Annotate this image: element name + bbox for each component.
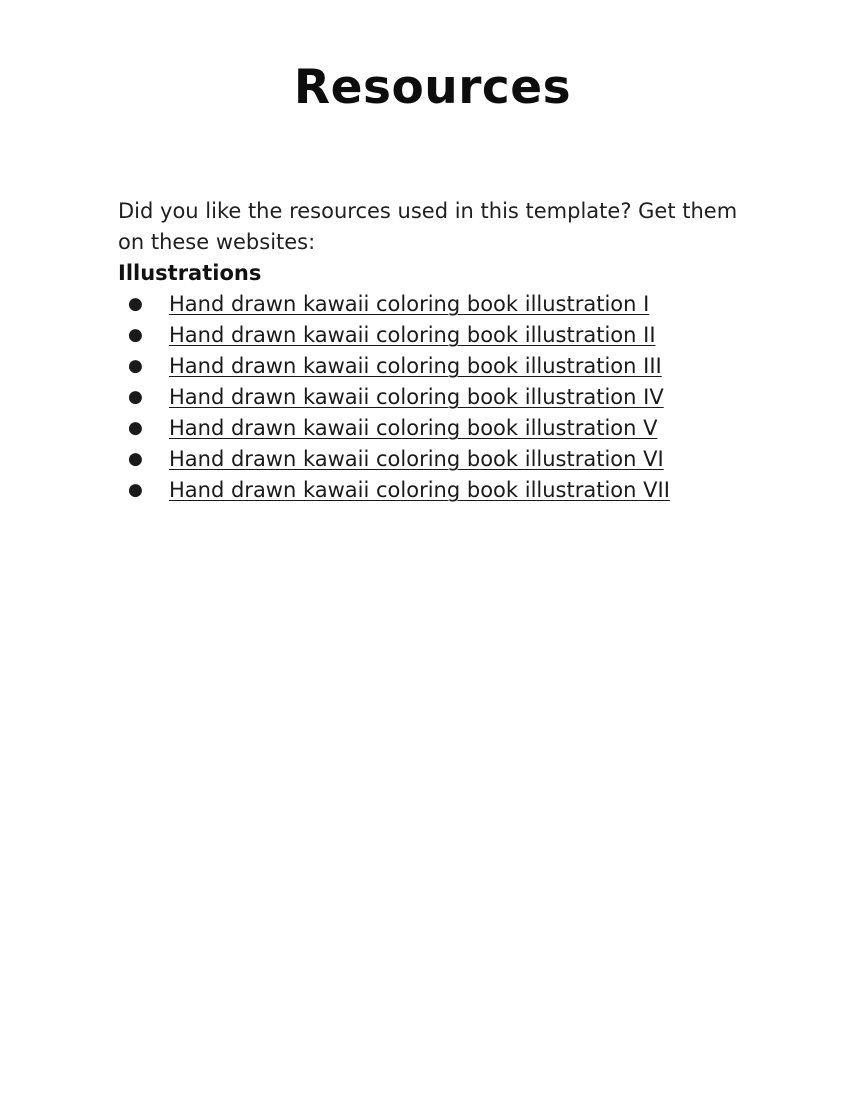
list-item [118, 413, 738, 444]
list-item [118, 475, 738, 506]
page-content [118, 196, 738, 506]
list-item [118, 382, 738, 413]
intro-paragraph: Did you like the resources used in this template? Get them on these websites: [118, 199, 738, 254]
resource-link[interactable]: Hand drawn kawaii coloring book illustration VI [169, 447, 664, 471]
resource-link[interactable]: Hand drawn kawaii coloring book illustration II [169, 323, 656, 347]
list-item [118, 444, 738, 475]
bullet-icon: ● [128, 480, 143, 500]
bullet-icon: ● [128, 294, 143, 314]
list-item [118, 320, 738, 351]
page-title: Resources [293, 60, 572, 115]
list-item [118, 289, 738, 320]
resource-link[interactable]: Hand drawn kawaii coloring book illustration I [169, 292, 650, 316]
list-item [118, 351, 738, 382]
bullet-icon: ● [128, 325, 143, 345]
illustration-links-list [118, 289, 738, 506]
bullet-icon: ● [128, 387, 143, 407]
bullet-icon: ● [128, 356, 143, 376]
section-heading-illustrations: Illustrations [118, 261, 262, 285]
resource-link[interactable]: Hand drawn kawaii coloring book illustration VII [169, 478, 670, 502]
resource-link[interactable]: Hand drawn kawaii coloring book illustration III [169, 354, 662, 378]
bullet-icon: ● [128, 449, 143, 469]
resource-link[interactable]: Hand drawn kawaii coloring book illustration IV [169, 385, 664, 409]
bullet-icon: ● [128, 418, 143, 438]
resource-link[interactable]: Hand drawn kawaii coloring book illustration V [169, 416, 658, 440]
